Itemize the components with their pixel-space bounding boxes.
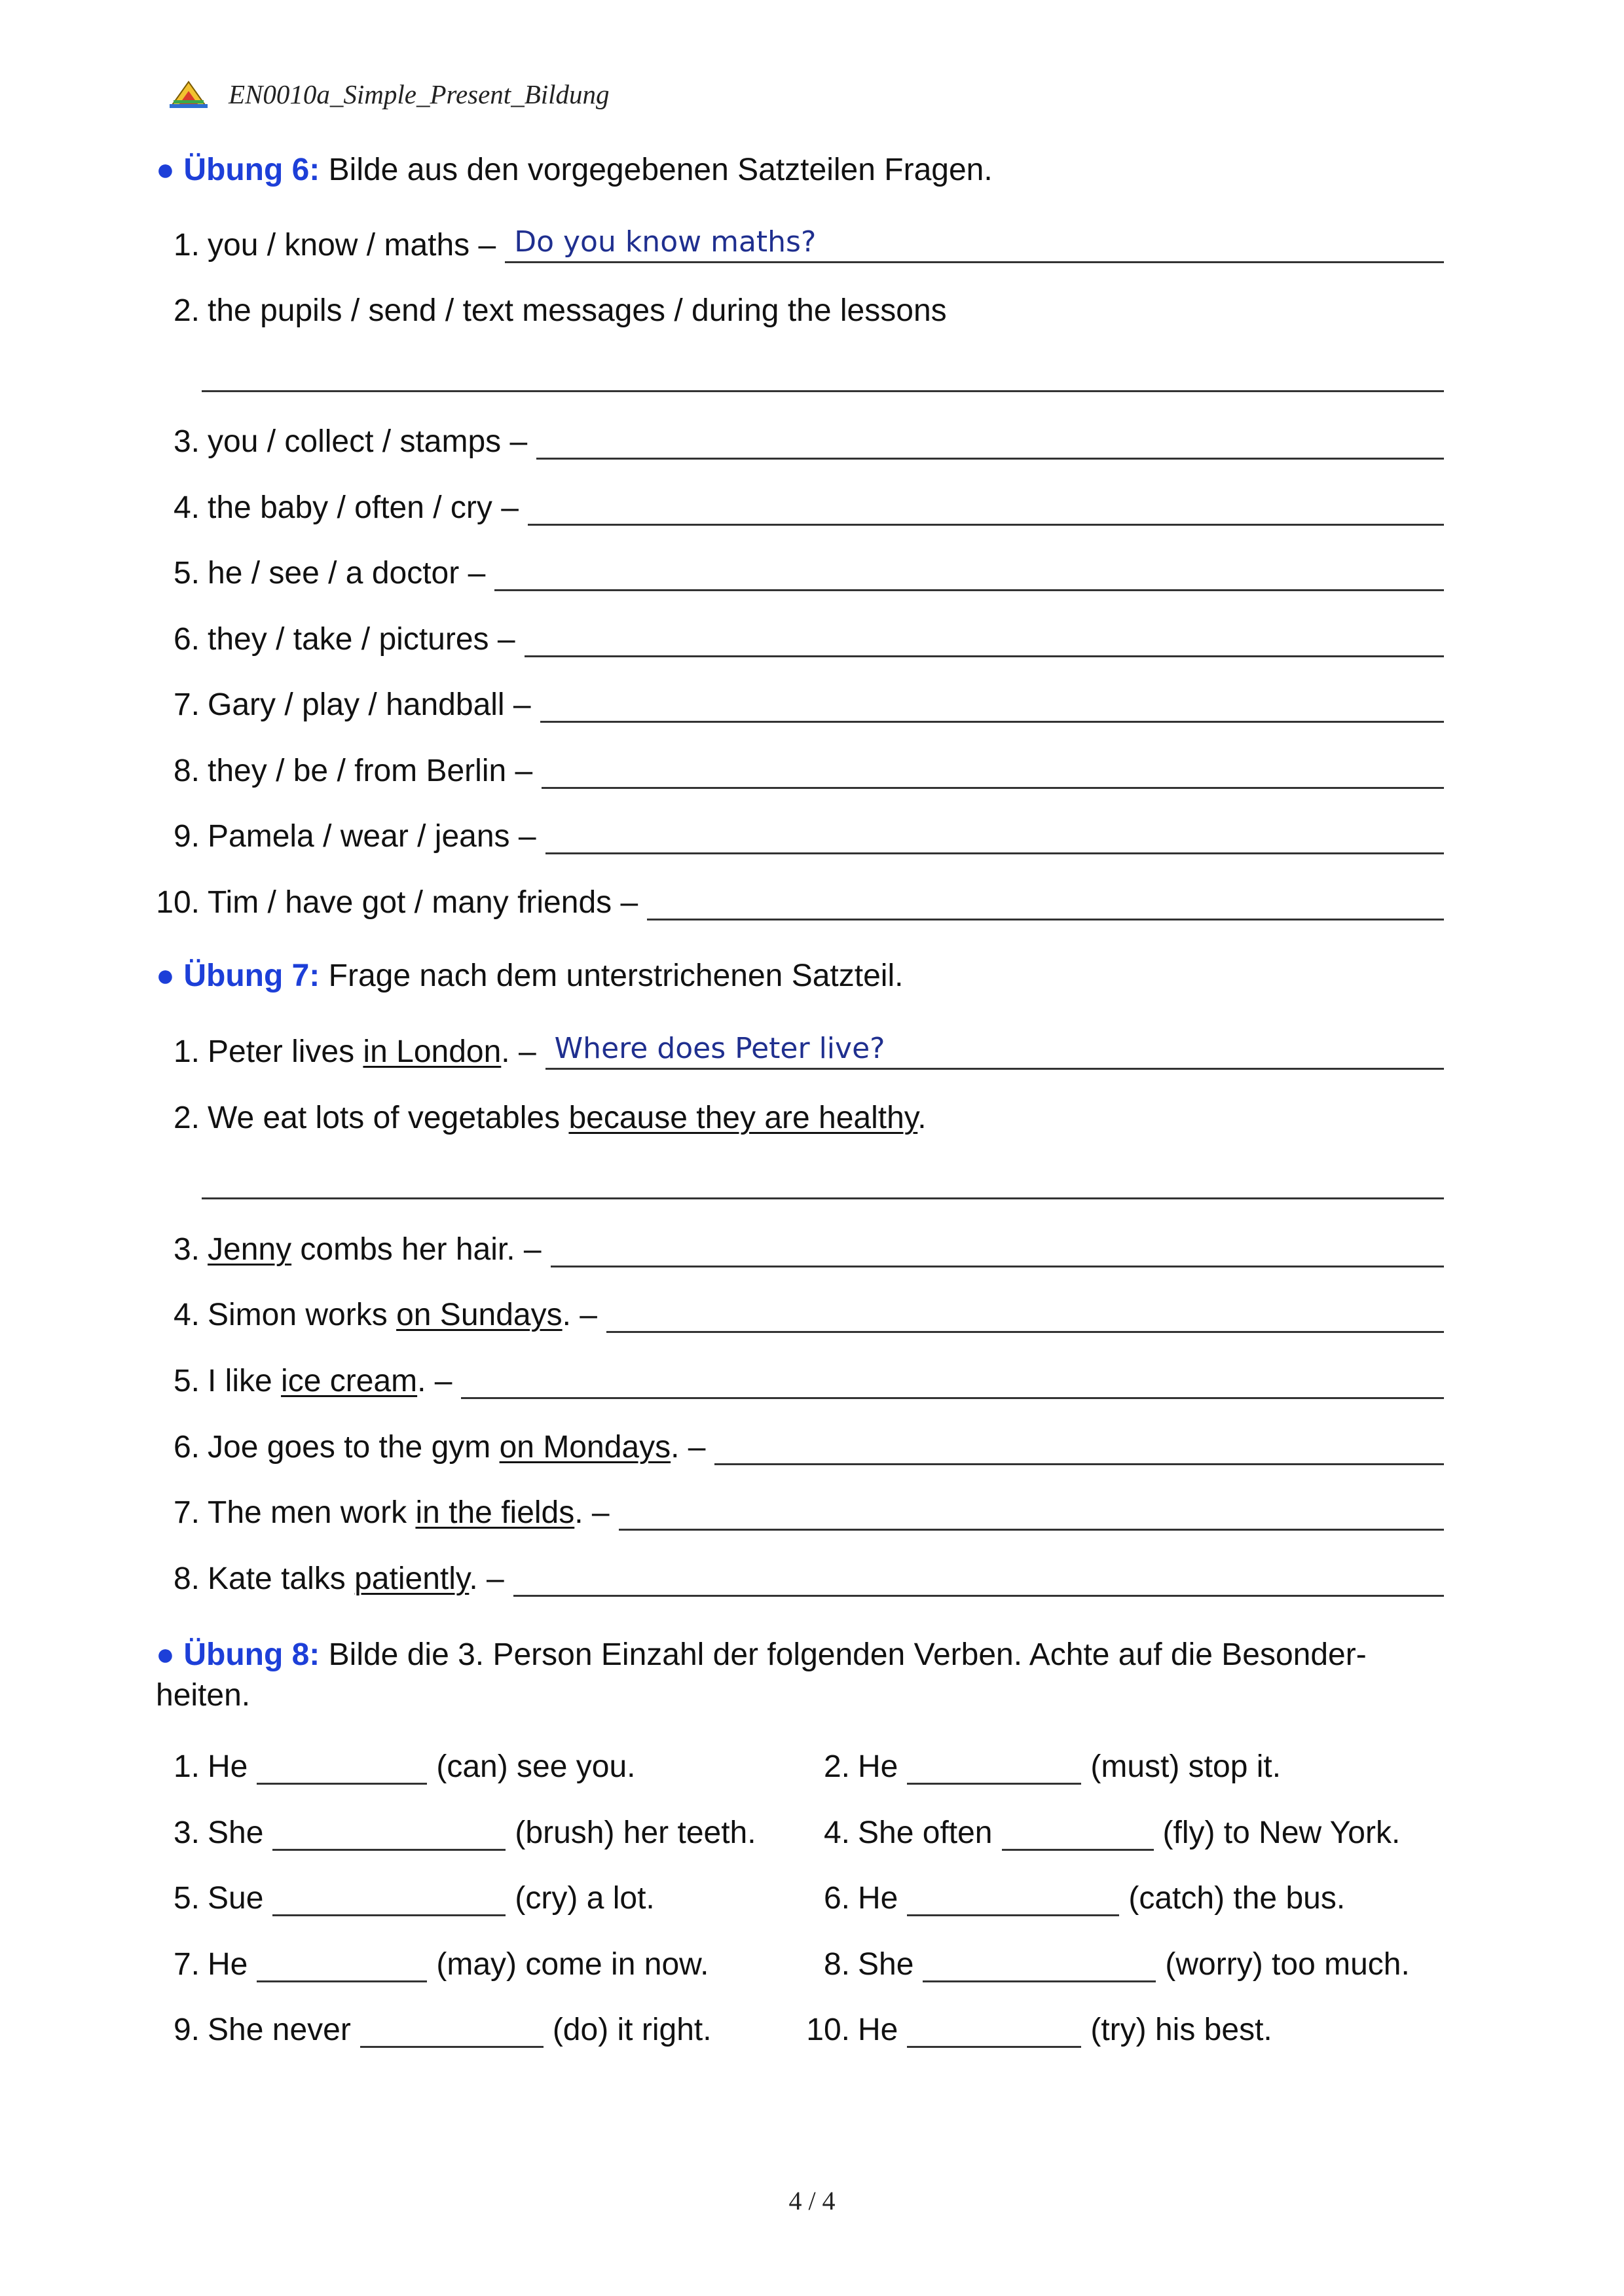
handwritten-answer: Where does Peter live? [554, 1032, 885, 1065]
item-number: 5. [173, 1881, 200, 1916]
item-prompt: Peter lives in London. – [208, 1034, 536, 1069]
ex7-item-1 [147, 1028, 1444, 1070]
ex6-item-3 [147, 418, 1444, 460]
ex7-item-7 [147, 1489, 1444, 1531]
answer-blank[interactable] [257, 1948, 427, 1982]
ex6-item-7 [147, 681, 1444, 723]
exercise-7-label: ● Übung 7: [156, 958, 320, 993]
item-subject: He [858, 1749, 898, 1784]
underlined-phrase: in London [363, 1034, 502, 1069]
item-verb-hint: (try) his best. [1090, 2013, 1272, 2047]
answer-line[interactable] [545, 1031, 1444, 1070]
ex6-item-8 [147, 747, 1444, 789]
item-number: 1. [173, 1034, 200, 1069]
exercise-8-instruction: Bilde die 3. Person Einzahl der folgenden Verben. Achte auf die Besonder-heiten. [156, 1637, 1367, 1713]
ex6-item-10 [147, 879, 1444, 920]
item-verb-hint: (cry) a lot. [515, 1881, 655, 1916]
underlined-phrase: on Mondays [499, 1430, 671, 1465]
answer-line[interactable] [528, 487, 1444, 526]
item-number: 10. [156, 885, 200, 920]
item-verb-hint: (fly) to New York. [1162, 1815, 1401, 1850]
item-verb-hint: (catch) the bus. [1128, 1881, 1346, 1916]
ex6-item-1 [147, 221, 1444, 263]
exercise-7-title [156, 958, 903, 994]
ex8-item-6 [798, 1874, 1345, 1916]
item-number: 6. [173, 1430, 200, 1465]
page-header [167, 73, 610, 115]
item-number: 7. [173, 687, 200, 722]
item-subject: Sue [208, 1881, 264, 1916]
answer-line[interactable] [513, 1558, 1444, 1597]
answer-line[interactable] [545, 816, 1444, 854]
answer-line[interactable] [525, 619, 1444, 657]
item-number: 3. [173, 1232, 200, 1267]
item-prompt: they / be / from Berlin – [208, 754, 533, 788]
item-prompt: The men work in the fields. – [208, 1495, 610, 1530]
answer-line[interactable] [536, 421, 1444, 460]
ex7-item-6 [147, 1423, 1444, 1465]
item-verb-hint: (brush) her teeth. [515, 1815, 756, 1850]
item-prompt: the pupils / send / text messages / during the lessons [208, 293, 947, 328]
underlined-phrase: ice cream [281, 1364, 418, 1398]
item-number: 8. [173, 1561, 200, 1596]
page-number: 4 / 4 [788, 2186, 836, 2215]
underlined-phrase: on Sundays [396, 1298, 563, 1332]
item-number: 4. [173, 1298, 200, 1332]
ex8-item-5 [147, 1874, 655, 1916]
ex6-item-9 [147, 812, 1444, 854]
ex6-item-6 [147, 615, 1444, 657]
answer-blank[interactable] [272, 1882, 506, 1916]
item-number: 10. [806, 2013, 850, 2047]
item-subject: She [208, 1815, 264, 1850]
underlined-phrase: in the fields [415, 1495, 575, 1530]
item-number: 8. [173, 754, 200, 788]
item-number: 6. [173, 622, 200, 657]
item-prompt: Pamela / wear / jeans – [208, 819, 536, 854]
books-logo-icon [167, 78, 210, 111]
ex7-item-3 [147, 1226, 1444, 1267]
exercise-6-instruction: Bilde aus den vorgegebenen Satzteilen Fragen. [328, 153, 993, 187]
document-title: EN0010a_Simple_Present_Bildung [229, 79, 610, 109]
ex8-item-1 [147, 1743, 636, 1785]
item-subject: She [858, 1947, 914, 1982]
item-prompt: you / collect / stamps – [208, 424, 528, 459]
ex8-item-7 [147, 1941, 709, 1982]
item-prompt: Joe goes to the gym on Mondays. – [208, 1430, 706, 1465]
answer-blank[interactable] [360, 2013, 544, 2048]
ex6-item-4 [147, 484, 1444, 526]
item-number: 2. [173, 1101, 200, 1135]
ex8-item-8 [798, 1941, 1410, 1982]
ex8-item-2 [798, 1743, 1281, 1785]
item-number: 3. [173, 1815, 200, 1850]
answer-line[interactable] [505, 225, 1444, 263]
ex6-item-5 [147, 549, 1444, 591]
item-prompt: Jenny combs her hair. – [208, 1232, 542, 1267]
item-subject: He [208, 1749, 248, 1784]
answer-line[interactable] [714, 1427, 1444, 1465]
item-prompt: Gary / play / handball – [208, 687, 531, 722]
answer-line[interactable] [551, 1229, 1444, 1267]
exercise-6-title [156, 152, 993, 188]
underlined-phrase: because they are healthy [568, 1101, 918, 1135]
item-number: 2. [823, 1749, 850, 1784]
item-verb-hint: (do) it right. [552, 2013, 712, 2047]
answer-line[interactable] [647, 882, 1444, 920]
item-number: 1. [173, 1749, 200, 1784]
answer-line[interactable] [619, 1492, 1444, 1531]
answer-blank[interactable] [257, 1750, 427, 1785]
answer-line[interactable] [461, 1360, 1444, 1399]
ex8-item-4 [798, 1809, 1400, 1851]
ex8-item-3 [147, 1809, 756, 1851]
exercise-6-label: ● Übung 6: [156, 153, 320, 187]
item-verb-hint: (must) stop it. [1090, 1749, 1282, 1784]
answer-line[interactable] [540, 684, 1444, 723]
item-number: 5. [173, 556, 200, 591]
answer-line[interactable] [606, 1294, 1444, 1333]
underlined-phrase: patiently [354, 1561, 470, 1596]
ex6-item-2 [147, 287, 1444, 329]
exercise-8-label: ● Übung 8: [156, 1637, 320, 1672]
ex7-item-8 [147, 1555, 1444, 1597]
answer-line[interactable] [202, 390, 1444, 392]
item-subject: He [858, 2013, 898, 2047]
item-prompt: he / see / a doctor – [208, 556, 486, 591]
underlined-phrase: Jenny [208, 1232, 292, 1267]
item-number: 4. [173, 490, 200, 525]
ex7-item-5 [147, 1357, 1444, 1399]
item-prompt: I like ice cream. – [208, 1364, 452, 1398]
item-number: 6. [823, 1881, 850, 1916]
item-number: 4. [823, 1815, 850, 1850]
ex8-item-10 [798, 2006, 1272, 2048]
answer-line[interactable] [494, 553, 1444, 591]
item-verb-hint: (worry) too much. [1165, 1947, 1410, 1982]
ex8-item-9 [147, 2006, 712, 2048]
item-number: 2. [173, 293, 200, 328]
item-number: 1. [173, 228, 200, 263]
item-subject: She never [208, 2013, 351, 2047]
item-prompt: the baby / often / cry – [208, 490, 519, 525]
answer-line[interactable] [202, 1197, 1444, 1199]
answer-blank[interactable] [923, 1948, 1156, 1982]
answer-line[interactable] [542, 750, 1444, 789]
exercise-8-title [156, 1635, 1452, 1716]
item-prompt: Tim / have got / many friends – [208, 885, 638, 920]
item-verb-hint: (can) see you. [436, 1749, 636, 1784]
answer-blank[interactable] [907, 1882, 1119, 1916]
item-prompt: Simon works on Sundays. – [208, 1298, 597, 1332]
item-prompt: Kate talks patiently. – [208, 1561, 504, 1596]
item-number: 8. [823, 1947, 850, 1982]
answer-blank[interactable] [907, 2013, 1081, 2048]
item-number: 7. [173, 1947, 200, 1982]
item-verb-hint: (may) come in now. [436, 1947, 709, 1982]
item-subject: He [858, 1881, 898, 1916]
answer-blank[interactable] [272, 1816, 506, 1851]
item-number: 9. [173, 2013, 200, 2047]
item-number: 3. [173, 424, 200, 459]
item-number: 7. [173, 1495, 200, 1530]
ex7-item-4 [147, 1291, 1444, 1333]
item-number: 5. [173, 1364, 200, 1398]
item-number: 9. [173, 819, 200, 854]
answer-blank[interactable] [907, 1750, 1081, 1785]
exercise-7-instruction: Frage nach dem unterstrichenen Satzteil. [328, 958, 904, 993]
item-prompt: We eat lots of vegetables because they are healthy. [208, 1101, 927, 1135]
handwritten-answer: Do you know maths? [514, 225, 817, 259]
ex7-item-2 [147, 1094, 1444, 1136]
item-subject: She often [858, 1815, 993, 1850]
item-prompt: you / know / maths – [208, 228, 496, 263]
item-subject: He [208, 1947, 248, 1982]
answer-blank[interactable] [1002, 1816, 1154, 1851]
item-prompt: they / take / pictures – [208, 622, 515, 657]
